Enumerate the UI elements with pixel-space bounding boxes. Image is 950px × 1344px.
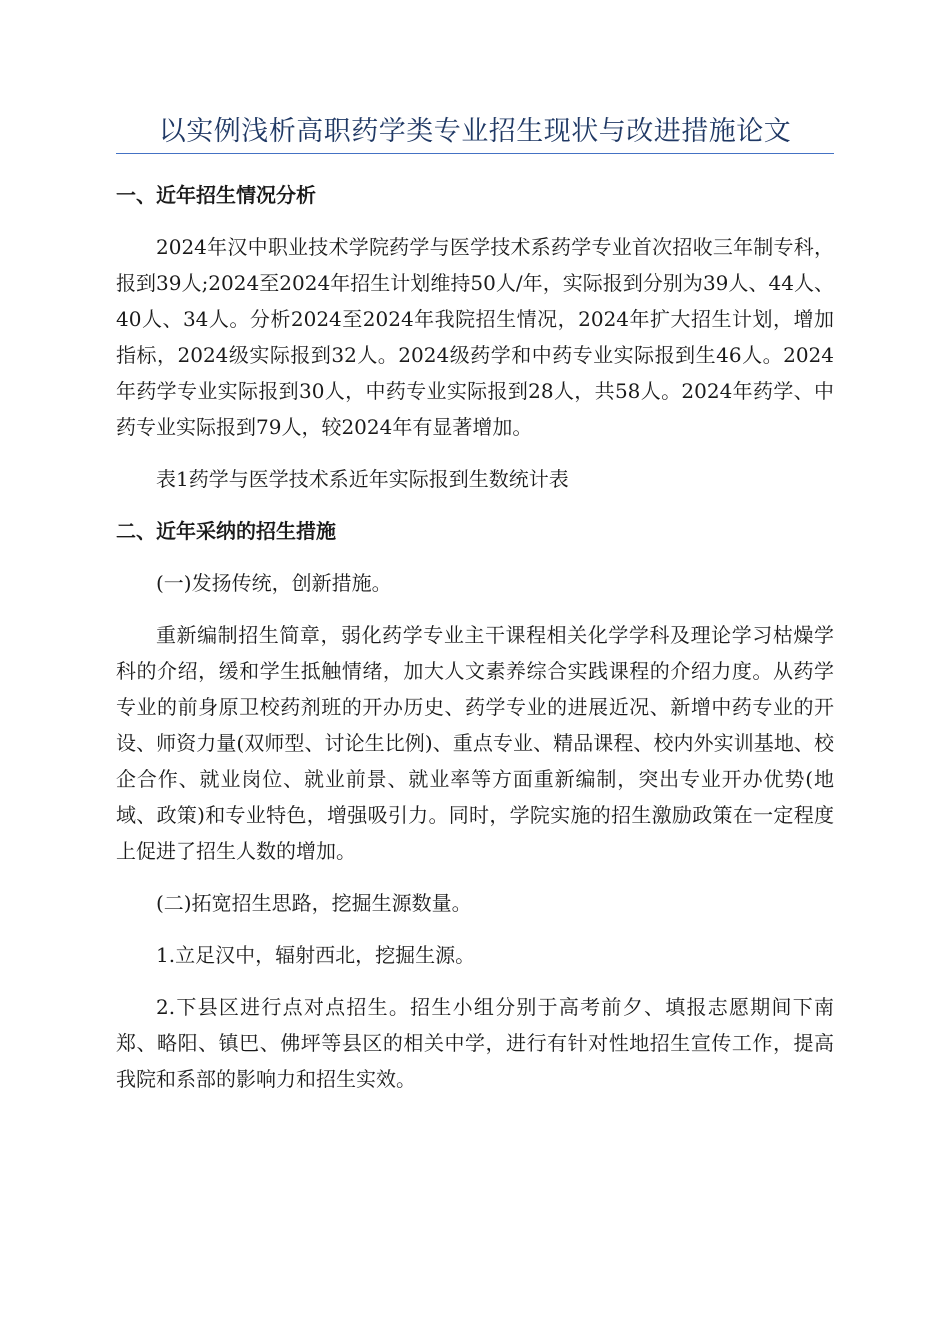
document-title: 以实例浅析高职药学类专业招生现状与改进措施论文 [158, 116, 792, 147]
list-item-1: 1.立足汉中，辐射西北，挖掘生源。 [156, 943, 476, 967]
table-caption: 表1药学与医学技术系近年实际报到生数统计表 [156, 467, 569, 491]
paragraph-enrollment-analysis: 2024年汉中职业技术学院药学与医学技术系药学专业首次招收三年制专科，报到39人;2024至2024年招生计划维持50人/年，实际报到分别为39人、44人、40人、34人。分析2024至2024年我院招生情况，2024年扩大招生计划，增加指标，2024级实际报到32人。2024级药学和中药专业实际报到生46人。2024年药学专业实际报到30人，中药专业实际报到28人，共58人。2024年药学、中药专业实际报到79人，较2024年有显著增加。 [116, 235, 834, 439]
section-heading-1: 一、近年招生情况分析 [116, 183, 316, 207]
subheading-2: (二)拓宽招生思路，挖掘生源数量。 [156, 891, 472, 915]
section-heading-2: 二、近年采纳的招生措施 [116, 519, 336, 543]
subheading-1: (一)发扬传统，创新措施。 [156, 571, 392, 595]
paragraph-brochure: 重新编制招生简章，弱化药学专业主干课程相关化学学科及理论学习枯燥学科的介绍，缓和学生抵触情绪，加大人文素养综合实践课程的介绍力度。从药学专业的前身原卫校药剂班的开办历史、药学专业的进展近况、新增中药专业的开设、师资力量(双师型、讨论生比例)、重点专业、精品课程、校内外实训基地、校企合作、就业岗位、就业前景、就业率等方面重新编制，突出专业开办优势(地域、政策)和专业特色，增强吸引力。同时，学院实施的招生激励政策在一定程度上促进了招生人数的增加。 [116, 623, 834, 863]
document-body [116, 177, 834, 1113]
list-item-2: 2.下县区进行点对点招生。招生小组分别于高考前夕、填报志愿期间下南郑、略阳、镇巴、佛坪等县区的相关中学，进行有针对性地招生宣传工作，提高我院和系部的影响力和招生实效。 [116, 995, 834, 1091]
title-underline [116, 153, 834, 154]
